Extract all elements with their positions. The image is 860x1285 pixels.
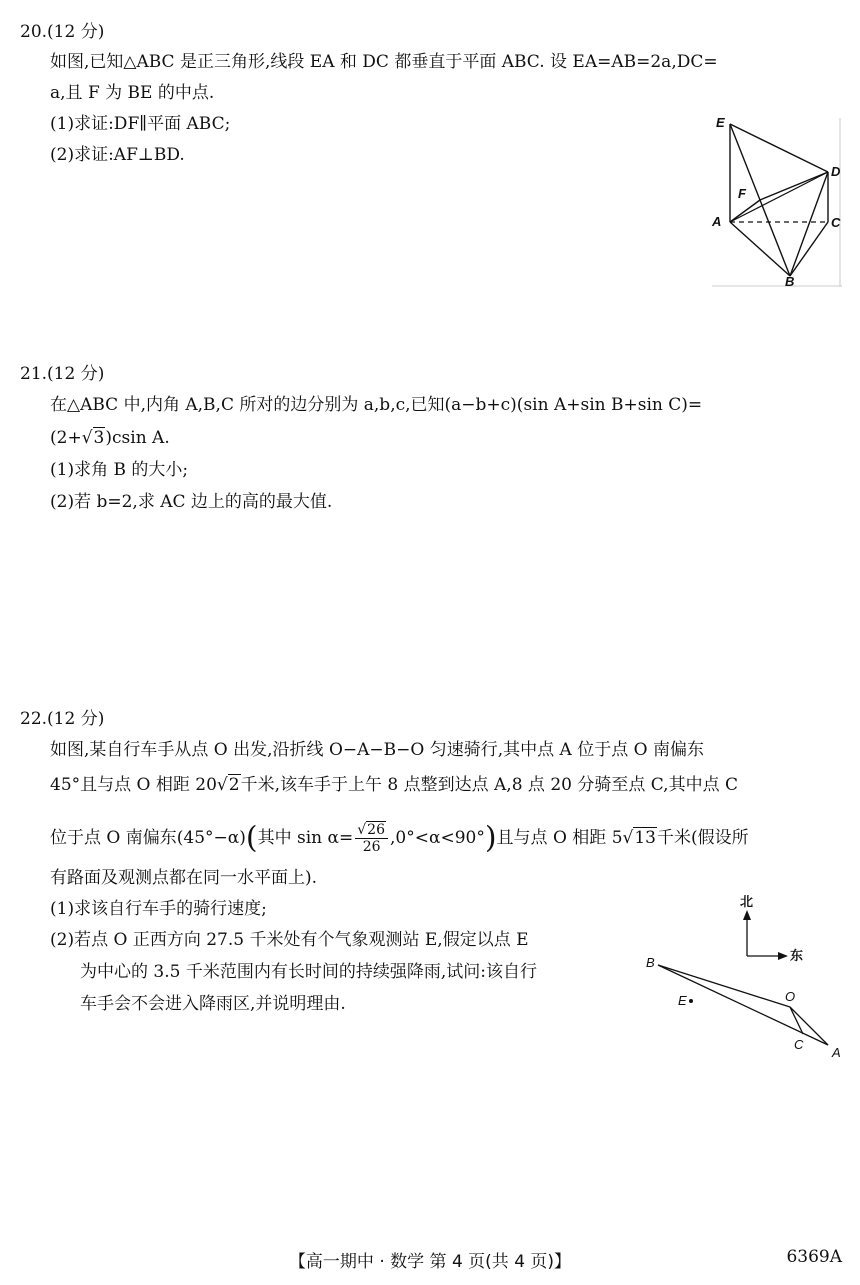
q22-part2-line1: (2)若点 O 正西方向 27.5 千米处有个气象观测站 E,假定以点 E — [50, 930, 529, 950]
q20-label-d: D — [831, 164, 841, 179]
q22-fraction: $\frac{√26}{26}$ — [355, 822, 388, 855]
paper-code: 6369A — [786, 1247, 842, 1267]
q22-part2-line3: 车手会不会进入降雨区,并说明理由. — [80, 994, 346, 1014]
q20-header: 20.(12 分) — [20, 22, 105, 42]
q22-label-c: C — [794, 1037, 804, 1052]
q20-part1: (1)求证:DF∥平面 ABC; — [50, 114, 231, 134]
q22-label-b: B — [646, 955, 655, 970]
q21-part2: (2)若 b=2,求 AC 边上的高的最大值. — [50, 492, 333, 512]
q22-part1: (1)求该自行车手的骑行速度; — [50, 899, 267, 919]
q22-label-a: A — [832, 1045, 841, 1060]
q22-part2-line2: 为中心的 3.5 千米范围内有长时间的持续强降雨,试问:该自行 — [80, 962, 537, 982]
q20-label-f: F — [738, 186, 746, 201]
q21-part1: (1)求角 B 的大小; — [50, 460, 189, 480]
q22-label-north: 北 — [740, 894, 754, 909]
q22-label-e: E — [678, 993, 687, 1008]
q20-label-c: C — [831, 215, 841, 230]
q22-stem-line4: 有路面及观测点都在同一水平面上). — [50, 868, 318, 888]
q22-stem-line3: 位于点 O 南偏东(45°−α)(其中 sin α= $\frac{√26}{26}$ ,0°<α<90°)且与点 O 相距 5√13千米(假设所 — [50, 820, 749, 856]
q20-stem-line2: a,且 F 为 BE 的中点. — [50, 83, 215, 103]
q21-stem-line2: (2+√3)csin A. — [50, 428, 170, 448]
q20-label-e: E — [716, 115, 725, 130]
q20-figure — [700, 108, 850, 290]
q21-header: 21.(12 分) — [20, 364, 105, 384]
page-footer: 【高一期中 · 数学 第 4 页(共 4 页)】 — [288, 1252, 572, 1272]
q22-label-east: 东 — [790, 948, 804, 963]
q22-figure — [640, 890, 850, 1070]
q20-label-a: A — [712, 214, 722, 229]
q22-header: 22.(12 分) — [20, 709, 105, 729]
q22-stem-line1: 如图,某自行车手从点 O 出发,沿折线 O−A−B−O 匀速骑行,其中点 A 位于点 O 南偏东 — [50, 740, 704, 760]
q20-stem-line1: 如图,已知△ABC 是正三角形,线段 EA 和 DC 都垂直于平面 ABC. 设 EA=AB=2a,DC= — [50, 52, 718, 72]
q21-stem-line1: 在△ABC 中,内角 A,B,C 所对的边分别为 a,b,c,已知(a−b+c)(sin A+sin B+sin C)= — [50, 395, 703, 415]
q22-label-o: O — [785, 989, 796, 1004]
q22-stem-line2: 45°且与点 O 相距 20√2千米,该车手于上午 8 点整到达点 A,8 点 20 分骑至点 C,其中点 C — [50, 775, 738, 795]
q20-label-b: B — [785, 274, 795, 289]
q20-part2: (2)求证:AF⊥BD. — [50, 145, 185, 165]
